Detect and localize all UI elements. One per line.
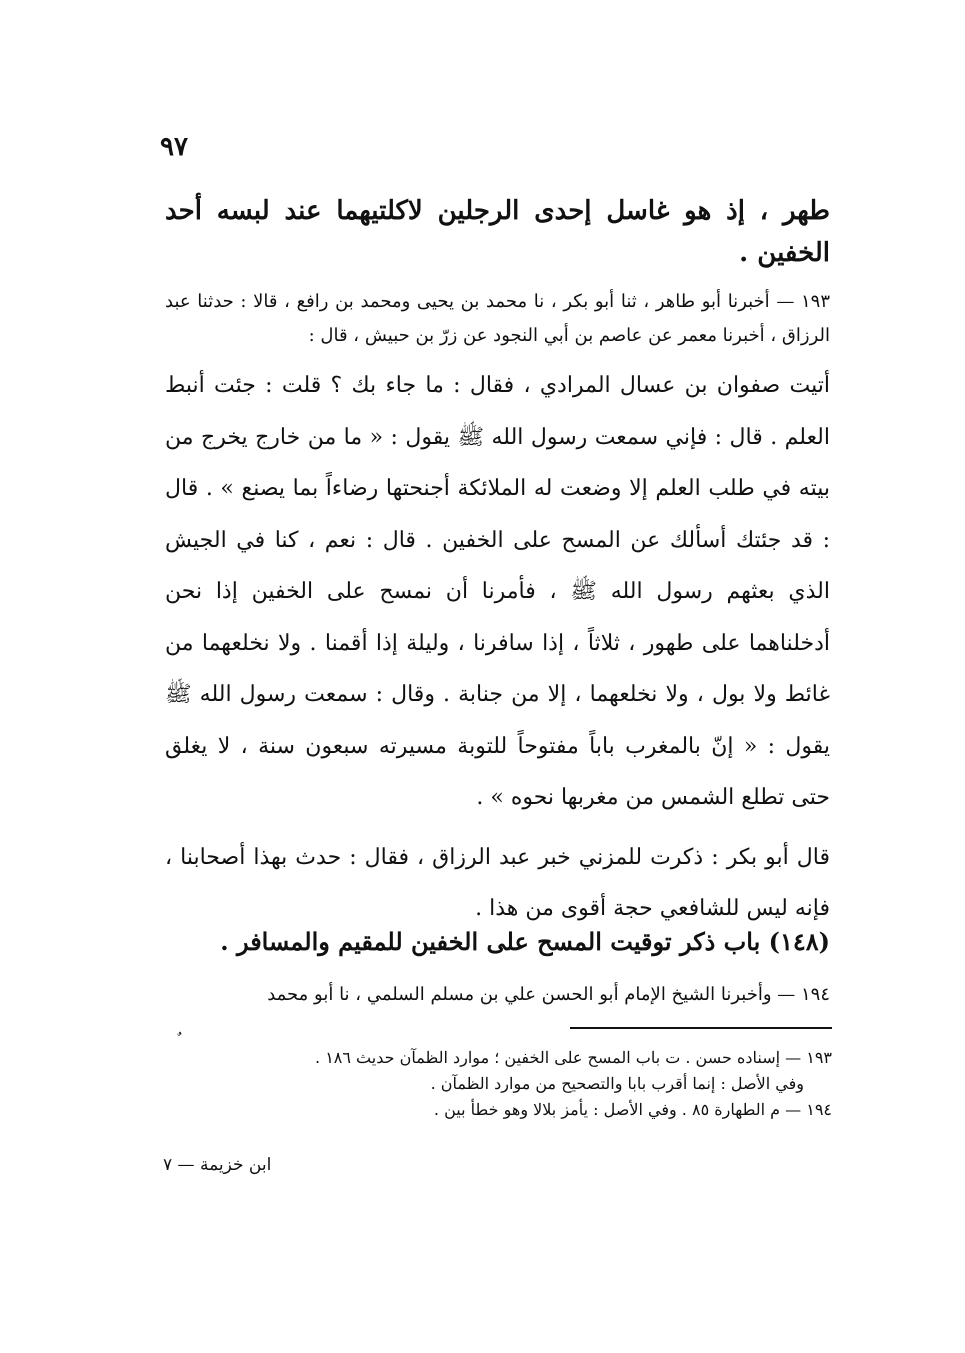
page-number: ٩٧ (160, 132, 188, 162)
footnote-194: ١٩٤ — م الطهارة ٨٥ . وفي الأصل : يأمز بلالا وهو خطأ بين . (433, 1100, 832, 1119)
footnote-193-correction: وفي الأصل : إنما أقرب بابا والتصحيح من موارد الظمآن . (430, 1074, 804, 1093)
footnote-193: ١٩٣ — إسناده حسن . ت باب المسح على الخفين ؛ موارد الظمآن حديث ١٨٦ . (315, 1048, 832, 1067)
hadith-194-start: ١٩٤ — وأخبرنا الشيخ الإمام أبو الحسن علي بن مسلم السلمي ، نا أبو محمد (267, 984, 830, 1005)
footnotes (220, 1045, 832, 1123)
book-signature: ابن خزيمة — ٧ (163, 1155, 272, 1175)
footnote-divider (570, 1027, 832, 1029)
hadith-193-isnad: ١٩٣ — أخبرنا أبو طاهر ، ثنا أبو بكر ، نا محمد بن يحيى ومحمد بن رافع ، قالا : حدثنا عبد الرزاق ، أخبرنا معمر عن عاصم بن أبي النجود عن زرّ بن حبيش ، قال : (165, 291, 830, 346)
hadith-193-body (165, 360, 830, 935)
hadith-193-text: أتيت صفوان بن عسال المرادي ، فقال : ما جاء بك ؟ قلت : جئت أنبط العلم . قال : فإني سمعت رسول الله ﷺ يقول : « ما من خارج يخرج من بيته في طلب العلم إلا وضعت له الملائكة أجنحتها رضاءاً بما يصنع » . قال : قد جئتك أسألك عن المسح على الخفين . قال : نعم ، كنا في الجيش الذي بعثهم رسول الله ﷺ ، فأمرنا أن نمسح على الخفين إذا نحن أدخلناهما على طهور ، ثلاثاً ، إذا سافرنا ، وليلة إذا أقمنا . ولا نخلعهما من غائط ولا بول ، ولا نخلعهما ، إلا من جنابة . وقال : سمعت رسول الله ﷺ يقول : « إنّ بالمغرب باباً مفتوحاً للتوبة مسيرته سبعون سنة ، لا يغلق حتى تطلع الشمس من مغربها نحوه » . (165, 373, 830, 810)
chapter-heading: (١٤٨) باب ذكر توقيت المسح على الخفين للمقيم والمسافر . (220, 927, 830, 956)
abu-bakr-comment: قال أبو بكر : ذكرت للمزني خبر عبد الرزاق ، فقال : حدث بهذا أصحابنا ، فإنه ليس للشافعي حجة أقوى من هذا . (165, 844, 830, 921)
continuation-text: طهر ، إذ هو غاسل إحدى الرجلين لاكلتيهما عند لبسه أحد الخفين . (165, 196, 830, 268)
